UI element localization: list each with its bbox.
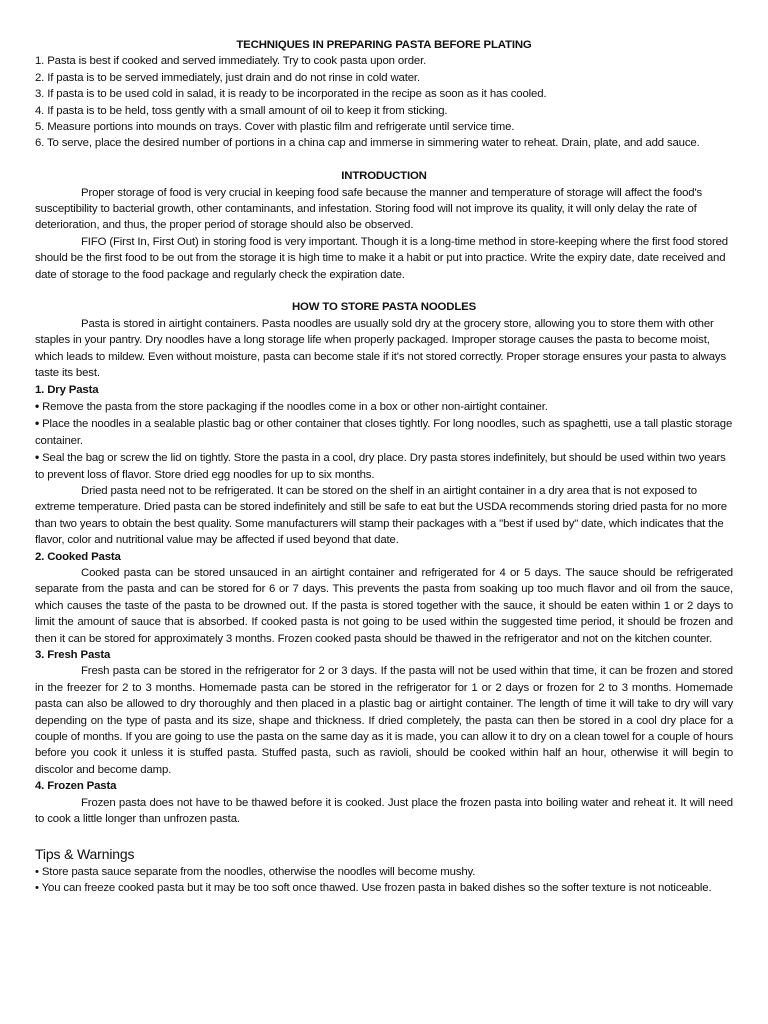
document-page bbox=[35, 37, 733, 897]
techniques-title: TECHNIQUES IN PREPARING PASTA BEFORE PLATING bbox=[236, 39, 532, 51]
dry-pasta-heading: 1. Dry Pasta bbox=[35, 383, 99, 396]
technique-item-4: 4. If pasta is to be held, toss gently with a small amount of oil to keep it from sticking. bbox=[35, 104, 448, 117]
introduction-paragraph-2: FIFO (First In, First Out) in storing food is very important. Though it is a long-time method in store-keeping where the first food stored should be the first food to be out from the storage it is high time to make it a habit or put into practice. Write the expiry date, date received and date of storage to the food package and regularly check the expiration date. bbox=[35, 235, 728, 281]
introduction-paragraph-1: Proper storage of food is very crucial in keeping food safe because the manner and temperature of storage will affect the food's susceptibility to bacterial growth, other contaminants, and infestation. Storing food will not improve its quality, it will only delay the rate of deterioration, and thus, the proper period of storage should also be observed. bbox=[35, 186, 703, 232]
fresh-pasta-paragraph: Fresh pasta can be stored in the refrigerator for 2 or 3 days. If the pasta will not be used within that time, it can be frozen and stored in the freezer for 2 to 3 months. Homemade pasta can be stored in the refrigerator for 1 or 2 days or frozen for 2 to 3 months. Homemade pasta can also be allowed to dry thoroughly and then placed in a plastic bag or airtight container. The length of time it will take to dry will vary depending on the type of pasta and its size, shape and thickness. If dried completely, the pasta can then be stored in a cool dry place for a couple of months. If you are going to use the pasta on the same day as it is made, you can allow it to dry on a clean towel for a couple of hours before you cook it unless it is stuffed pasta. Stuffed pasta, such as ravioli, should be cooked within half an hour, otherwise it will begin to discolor and become damp. bbox=[35, 665, 733, 776]
dry-pasta-paragraph: Dried pasta need not to be refrigerated. It can be stored on the shelf in an airtight container in a dry area that is not exposed to extreme temperature. Dried pasta can be stored indefinitely and still be safe to eat but the USDA recommends storing dried pasta for no more than two years to obtain the best quality. Some manufacturers will stamp their packages with a "best if used by" date, which indicates that the flavor, color and nutritional value may be affected if used beyond that date. bbox=[35, 484, 727, 547]
fresh-pasta-heading: 3. Fresh Pasta bbox=[35, 649, 111, 661]
tip-item-2: • You can freeze cooked pasta but it may be too soft once thawed. Use frozen pasta in baked dishes so the softer texture is not noticeable. bbox=[35, 882, 712, 895]
frozen-pasta-heading: 4. Frozen Pasta bbox=[35, 780, 117, 793]
dry-pasta-bullet-2 bbox=[35, 415, 733, 449]
technique-item-5: 5. Measure portions into mounds on trays. Cover with plastic film and refrigerate until service time. bbox=[35, 121, 515, 134]
bullet-icon: • bbox=[35, 398, 40, 413]
bullet-icon: • bbox=[35, 450, 40, 465]
cooked-pasta-heading: 2. Cooked Pasta bbox=[35, 550, 121, 563]
bullet-text: Place the noodles in a sealable plastic bag or other container that closes tightly. For long noodles, such as spaghetti, use a tall plastic storage container. bbox=[35, 418, 733, 447]
technique-item-6: 6. To serve, place the desired number of portions in a china cap and immerse in simmering water to reheat. Drain, plate, and add sauce. bbox=[35, 137, 700, 150]
bullet-text: Remove the pasta from the store packaging if the noodles come in a box or other non-airtight container. bbox=[42, 400, 548, 413]
bullet-text: Seal the bag or screw the lid on tightly. Store the pasta in a cool, dry place. Dry pasta stores indefinitely, but should be used within two years to prevent loss of flavor. Store dried egg noodles for up to six months. bbox=[35, 452, 726, 481]
introduction-title: INTRODUCTION bbox=[341, 170, 427, 183]
spacer bbox=[35, 827, 733, 843]
cooked-pasta-paragraph: Cooked pasta can be stored unsauced in an airtight container and refrigerated for 4 or 5 days. The sauce should be refrigerated separate from the pasta and can be stored for 6 or 7 days. This prevents the pasta from soaking up too much flavor and oil from the sauce, which causes the taste of the pasta to be drowned out. If the pasta is stored together with the sauce, it should be eaten within 1 or 2 days to limit the amount of sauce that is absorbed. If cooked pasta is not going to be used within the suggested time period, it should be frozen and then it can be stored for approximately 3 months. Frozen cooked pasta should be thawed in the refrigerator and not on the kitchen counter. bbox=[35, 566, 733, 645]
frozen-pasta-paragraph: Frozen pasta does not have to be thawed before it is cooked. Just place the frozen pasta into boiling water and reheat it. It will need to cook a little longer than unfrozen pasta. bbox=[35, 796, 733, 826]
tips-title: Tips & Warnings bbox=[35, 845, 135, 862]
technique-item-2: 2. If pasta is to be served immediately, just drain and do not rinse in cold water. bbox=[35, 71, 420, 84]
spacer bbox=[35, 283, 733, 299]
store-intro-paragraph: Pasta is stored in airtight containers. Pasta noodles are usually sold dry at the grocery store, allowing you to store them with other staples in your pantry. Dry noodles have a long storage life when properly packaged. Improper storage causes the pasta to become moist, which leads to mildew. Even without moisture, pasta can become stale if it's not stored correctly. Proper storage ensures your pasta to always taste its best. bbox=[35, 317, 727, 380]
dry-pasta-bullet-1 bbox=[35, 398, 733, 415]
dry-pasta-bullet-3 bbox=[35, 449, 733, 483]
bullet-icon: • bbox=[35, 416, 40, 431]
technique-item-1: 1. Pasta is best if cooked and served immediately. Try to cook pasta upon order. bbox=[35, 55, 427, 68]
store-title: HOW TO STORE PASTA NOODLES bbox=[291, 301, 477, 314]
spacer bbox=[35, 152, 733, 168]
technique-item-3: 3. If pasta is to be used cold in salad, it is ready to be incorporated in the recipe as soon as it has cooled. bbox=[35, 88, 547, 101]
tip-item-1: • Store pasta sauce separate from the noodles, otherwise the noodles will become mushy. bbox=[35, 865, 476, 878]
